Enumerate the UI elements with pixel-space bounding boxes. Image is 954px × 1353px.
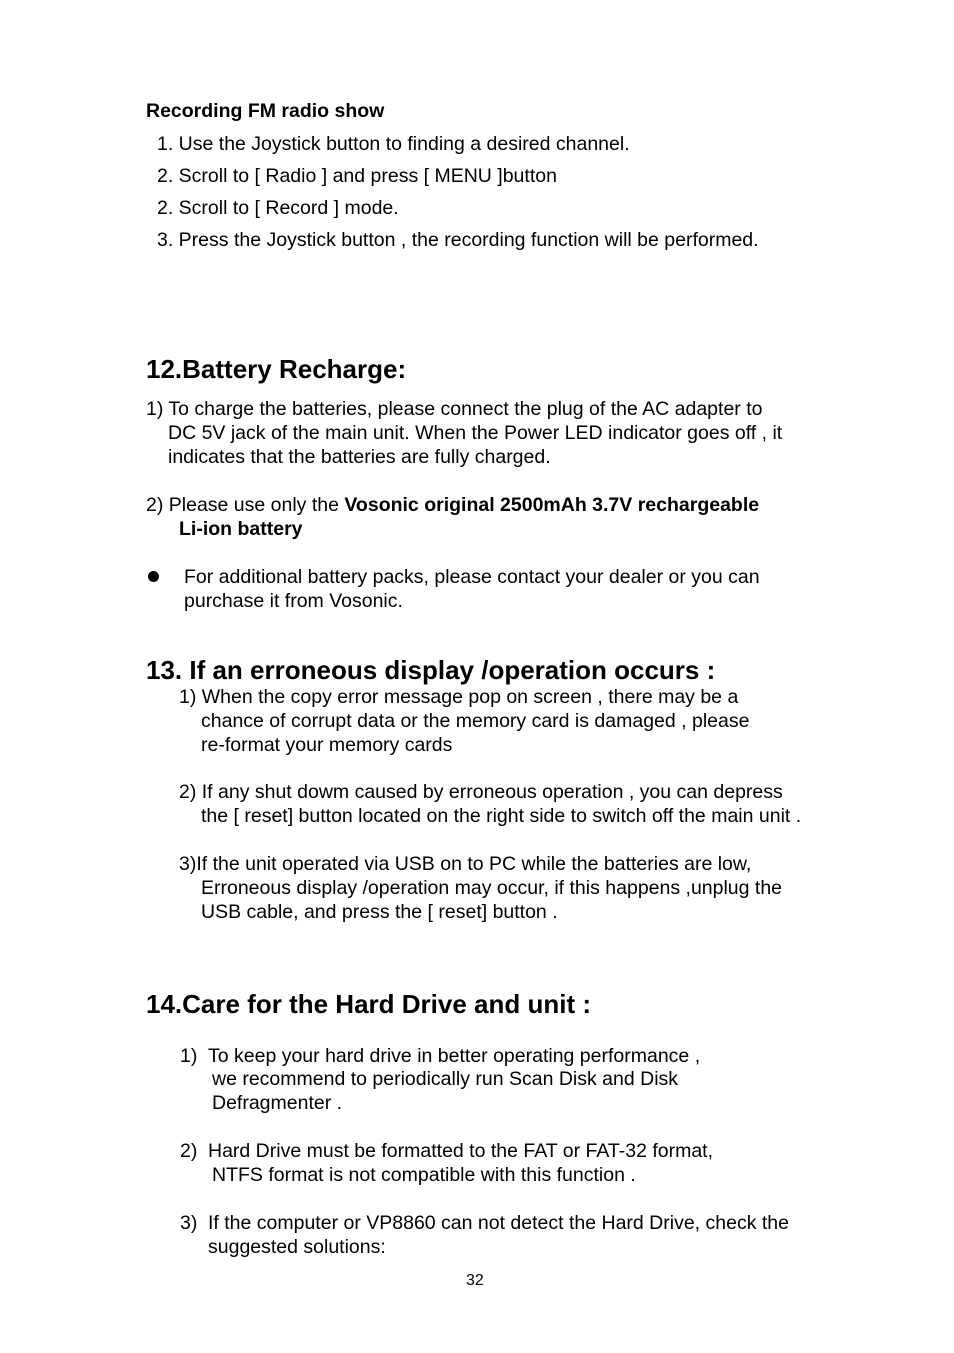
care-item2-line2: NTFS format is not compatible with this function . [212,1164,636,1186]
erroneous-item2-line2: the [ reset] button located on the right side to switch off the main unit . [201,805,802,827]
battery-item2-prefix: 2) Please use only the [146,494,345,516]
care-item3-line2: suggested solutions: [208,1236,386,1258]
care-item1-number: 1) [180,1045,198,1067]
erroneous-item3-line2: Erroneous display /operation may occur, if this happens ,unplug the [201,877,783,899]
care-item2-line1: Hard Drive must be formatted to the FAT or FAT-32 format, [208,1140,714,1162]
recording-step-1: 1. Use the Joystick button to finding a desired channel. [157,133,630,155]
recording-step-2: 2. Scroll to [ Radio ] and press [ MENU ]button [157,165,557,187]
recording-step-3: 2. Scroll to [ Record ] mode. [157,197,399,219]
page-number: 32 [466,1272,484,1289]
battery-bullet-line1: For additional battery packs, please contact your dealer or you can [184,566,760,588]
care-item1-line2: we recommend to periodically run Scan Disk and Disk [212,1068,679,1090]
erroneous-item3-line1: 3)If the unit operated via USB on to PC while the batteries are low, [179,853,752,875]
recording-heading: Recording FM radio show [146,100,385,122]
care-item3-number: 3) [180,1212,198,1234]
care-item3-line1: If the computer or VP8860 can not detect the Hard Drive, check the [208,1212,789,1234]
battery-item1-line2: DC 5V jack of the main unit. When the Power LED indicator goes off , it [168,422,783,444]
battery-item1-line1: 1) To charge the batteries, please connect the plug of the AC adapter to [146,398,763,420]
erroneous-item2-line1: 2) If any shut dowm caused by erroneous operation , you can depress [179,781,783,803]
battery-item2-bold2: Li-ion battery [179,518,303,540]
erroneous-item1-line1: 1) When the copy error message pop on screen , there may be a [179,686,739,708]
care-item2-number: 2) [180,1140,198,1162]
battery-item1-line3: indicates that the batteries are fully charged. [168,446,551,468]
erroneous-heading: 13. If an erroneous display /operation occurs : [146,655,716,685]
bullet-icon [148,571,159,582]
erroneous-item1-line3: re-format your memory cards [201,734,453,756]
battery-item2-bold1: Vosonic original 2500mAh 3.7V rechargeable [344,494,760,516]
care-heading: 14.Care for the Hard Drive and unit : [146,989,591,1019]
recording-step-4: 3. Press the Joystick button , the recording function will be performed. [157,229,759,251]
battery-bullet-line2: purchase it from Vosonic. [184,590,403,612]
battery-item2-line1 [146,493,759,517]
care-item1-line1: To keep your hard drive in better operating performance , [208,1045,701,1067]
care-item1-line3: Defragmenter . [212,1092,343,1114]
battery-heading: 12.Battery Recharge: [146,354,407,384]
erroneous-item3-line3: USB cable, and press the [ reset] button . [201,901,558,923]
erroneous-item1-line2: chance of corrupt data or the memory card is damaged , please [201,710,750,732]
